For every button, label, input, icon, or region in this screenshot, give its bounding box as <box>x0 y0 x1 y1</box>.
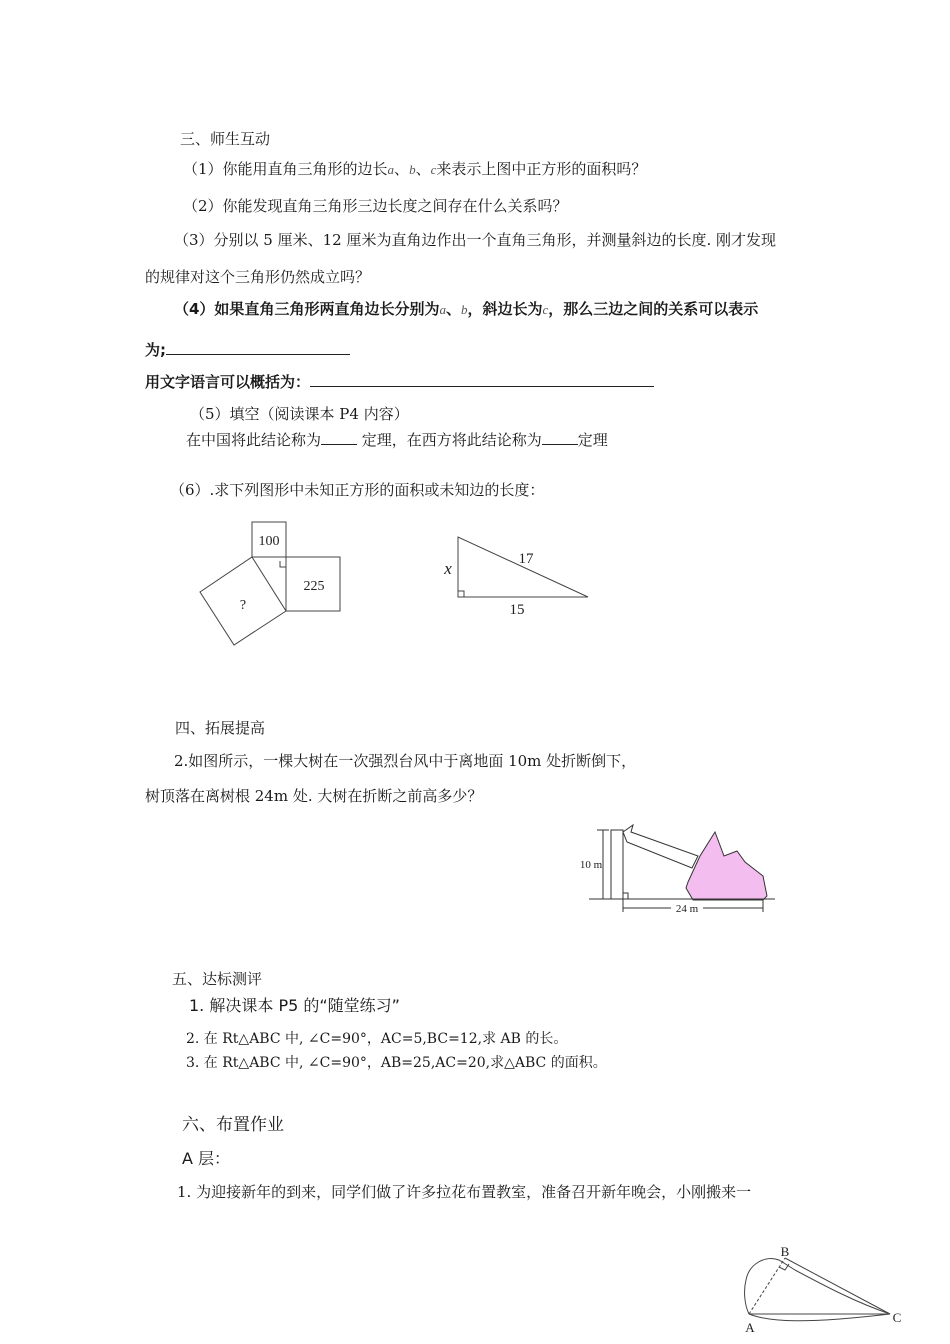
hypotenuse-label: 17 <box>518 551 534 567</box>
problem-line2: 树顶落在离树根 24m 处. 大树在折断之前高多少？ <box>145 787 483 805</box>
right-square-label: 225 <box>303 579 325 594</box>
var-b: b <box>460 302 468 317</box>
assessment-item-2: 2. 在 Rt△ABC 中, ∠C=90°，AC=5,BC=12,求 AB 的长。 <box>186 1031 568 1047</box>
height-label: 10 m <box>579 859 603 871</box>
question-3-line2: 的规律对这个三角形仍然成立吗？ <box>145 268 371 286</box>
squares-figure <box>190 515 350 655</box>
sep: 、 <box>394 160 410 178</box>
fill-text-2: 定理，在西方将此结论称为 <box>357 431 542 449</box>
answer-blank[interactable] <box>321 430 357 445</box>
label-c: C <box>892 1310 902 1325</box>
question-2: （2）你能发现直角三角形三边长度之间存在什么关系吗？ <box>183 197 568 215</box>
q1-suffix: 来表示上图中正方形的面积吗？ <box>436 160 647 178</box>
question-1 <box>183 158 646 179</box>
assessment-item-1: 1. 解决课本 P5 的“随堂练习” <box>189 996 400 1015</box>
question-5: （5）填空（阅读课本 P4 内容） <box>190 405 409 423</box>
leg-label: x <box>444 559 452 578</box>
var-a: a <box>439 302 446 317</box>
side-bc <box>785 1258 890 1314</box>
question-6: （6）.求下列图形中未知正方形的面积或未知边的长度： <box>170 481 545 499</box>
question-4 <box>174 298 758 319</box>
question-4-line2 <box>145 339 350 360</box>
q4-suffix: ，那么三边之间的关系可以表示 <box>548 300 759 318</box>
label-b: B <box>780 1244 790 1259</box>
distance-label: 24 m <box>675 903 699 915</box>
question-3-line1: （3）分别以 5 厘米、12 厘米为直角边作出一个直角三角形，并测量斜边的长度. 刚才发现 <box>174 231 777 249</box>
broken-tree-figure <box>575 818 785 923</box>
answer-blank[interactable] <box>310 372 654 387</box>
var-b: b <box>409 162 416 177</box>
rock-outline <box>745 1259 890 1321</box>
var-c: c <box>542 302 549 317</box>
q4-line2-label: 为; <box>145 341 166 359</box>
tree-trunk <box>611 830 623 899</box>
text-language-line <box>145 371 654 392</box>
rock <box>686 832 767 900</box>
base-label: 15 <box>509 602 525 618</box>
q4-prefix: （4）如果直角三角形两直角边长分别为 <box>174 300 440 318</box>
var-a: a <box>387 162 395 177</box>
top-square-label: 100 <box>258 534 280 549</box>
sep: 、 <box>415 160 431 178</box>
q4-mid: ，斜边长为 <box>467 300 543 318</box>
unknown-square-label: ? <box>239 598 247 613</box>
section4-heading: 四、拓展提高 <box>175 719 266 737</box>
question-5-fill <box>186 429 608 450</box>
right-triangle <box>458 537 588 597</box>
fill-text-3: 定理 <box>577 431 608 449</box>
sep: 、 <box>445 300 461 318</box>
label-a: A <box>745 1320 755 1335</box>
problem-line1: 2.如图所示，一棵大树在一次强烈台风中于离地面 10m 处折断倒下， <box>174 752 637 770</box>
triangle-figure <box>438 530 598 620</box>
fill-text-1: 在中国将此结论称为 <box>186 431 322 449</box>
broken-top <box>623 825 698 868</box>
q1-prefix: （1）你能用直角三角形的边长 <box>183 160 388 178</box>
answer-blank[interactable] <box>542 430 578 445</box>
right-angle-mark <box>623 893 628 899</box>
section5-heading: 五、达标测评 <box>172 970 263 988</box>
right-angle-mark <box>280 561 286 567</box>
side-ab <box>749 1258 785 1314</box>
right-angle-mark <box>458 591 464 597</box>
answer-blank[interactable] <box>166 340 350 355</box>
layer-a-label: A 层： <box>182 1149 231 1168</box>
homework-item-1: 1. 为迎接新年的到来，同学们做了许多拉花布置教室，准备召开新年晚会，小刚搬来一 <box>177 1183 752 1201</box>
triangle-abc-figure <box>735 1240 950 1344</box>
assessment-item-3: 3. 在 Rt△ABC 中, ∠C=90°，AB=25,AC=20,求△ABC 的面积。 <box>186 1055 607 1071</box>
section3-heading: 三、师生互动 <box>180 130 271 148</box>
text-language-label: 用文字语言可以概括为： <box>145 373 311 391</box>
section6-heading: 六、布置作业 <box>182 1115 284 1135</box>
var-c: c <box>430 162 437 177</box>
